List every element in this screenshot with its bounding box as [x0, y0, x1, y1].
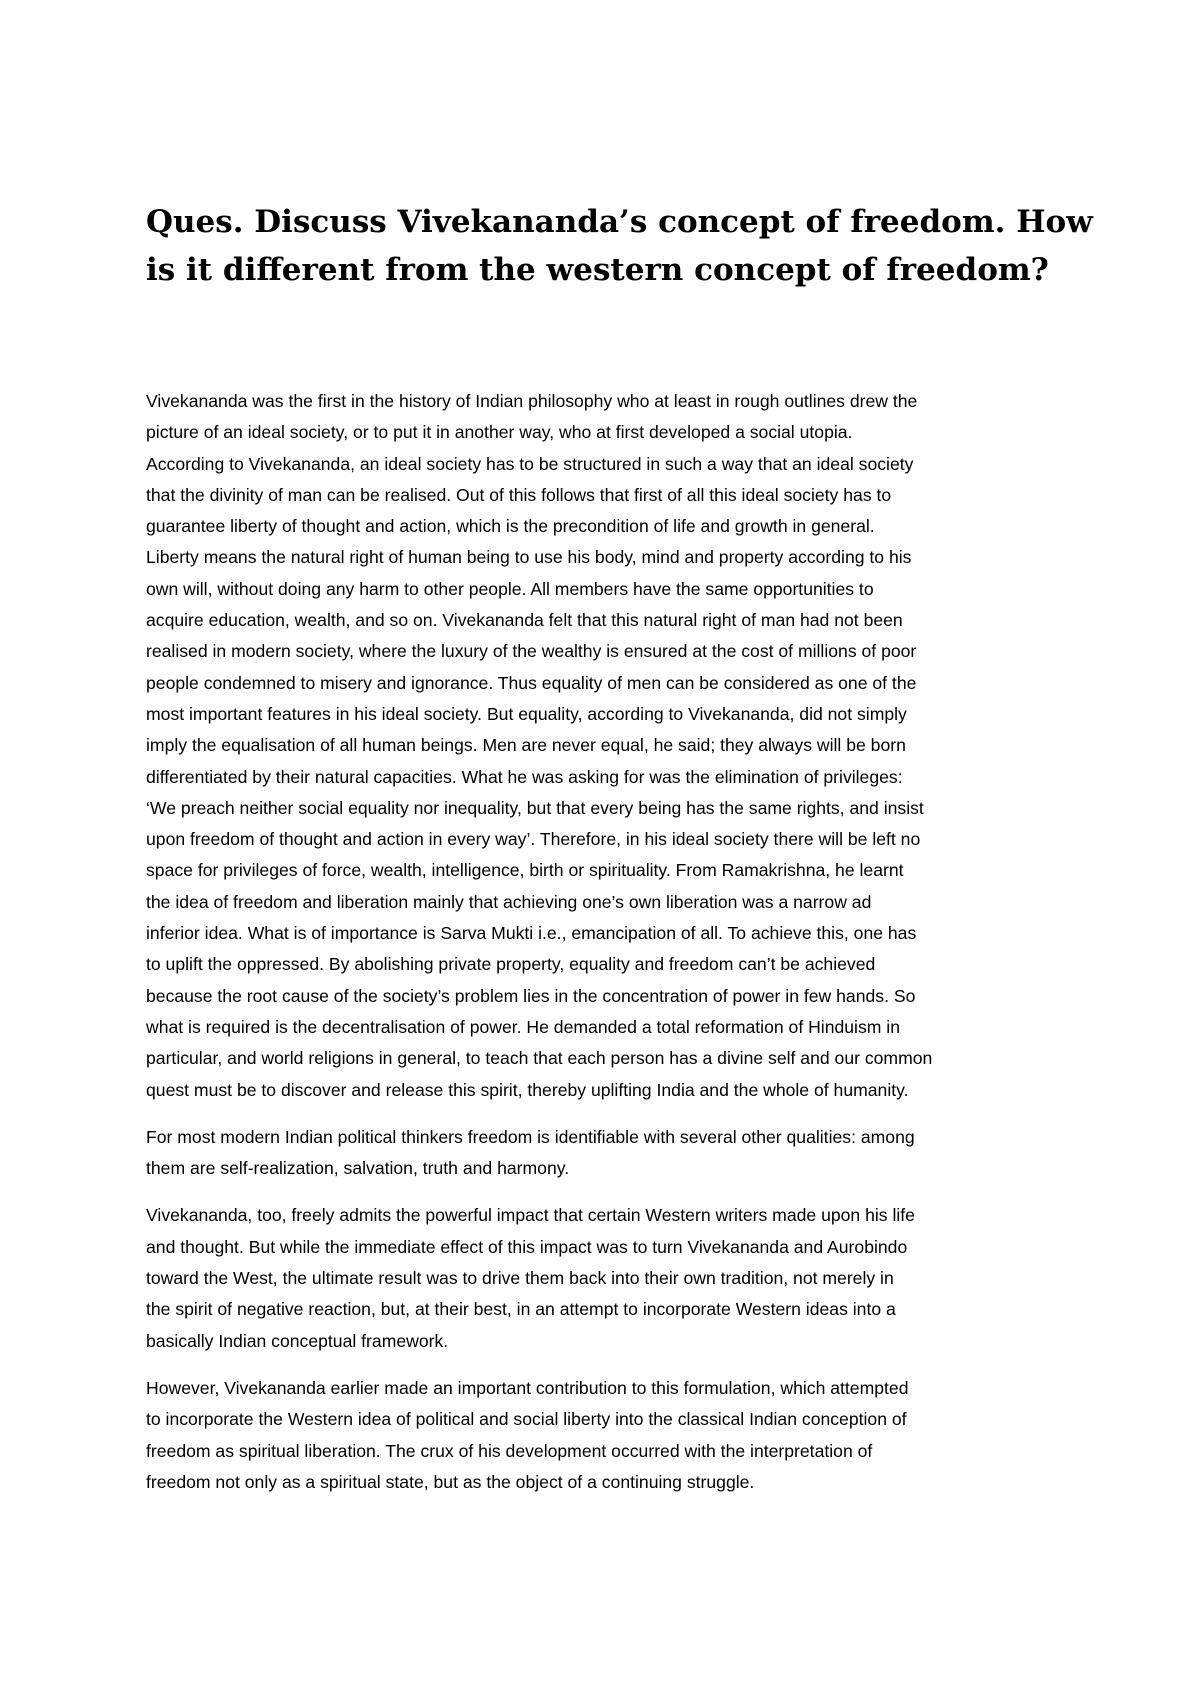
- text-line: them are self-realization, salvation, truth and harmony.: [146, 1158, 570, 1179]
- text-line: and thought. But while the immediate effect of this impact was to turn Vivekananda and Aurobindo: [146, 1236, 908, 1257]
- text-line: Vivekananda was the first in the history of Indian philosophy who at least in rough outlines drew the: [146, 391, 918, 411]
- text-line: picture of an ideal society, or to put it in another way, who at first developed a social utopia.: [146, 422, 853, 443]
- text-line: inferior idea. What is of importance is Sarva Mukti i.e., emancipation of all. To achieve this, one has: [146, 923, 917, 944]
- text-line: to incorporate the Western idea of political and social liberty into the classical Indian conception of: [146, 1409, 907, 1430]
- title-line: Ques. Discuss Vivekananda’s concept of freedom. How: [146, 204, 1093, 240]
- text-line: own will, without doing any harm to other people. All members have the same opportunities to: [146, 578, 874, 599]
- paragraph-4: [146, 1373, 1066, 1498]
- text-line: freedom not only as a spiritual state, but as the object of a continuing struggle.: [146, 1471, 755, 1492]
- text-line: imply the equalisation of all human beings. Men are never equal, he said; they always will be born: [146, 735, 906, 756]
- text-line: According to Vivekananda, an ideal society has to be structured in such a way that an ideal society: [146, 453, 914, 474]
- text-line: to uplift the oppressed. By abolishing private property, equality and freedom can’t be achieved: [146, 954, 876, 975]
- text-line: Vivekananda, too, freely admits the powerful impact that certain Western writers made upon his life: [146, 1205, 915, 1226]
- text-line: However, Vivekananda earlier made an important contribution to this formulation, which attempted: [146, 1377, 909, 1398]
- text-line: realised in modern society, where the luxury of the wealthy is ensured at the cost of millions of poor: [146, 641, 917, 662]
- text-line: because the root cause of the society’s problem lies in the concentration of power in few hands. So: [146, 985, 916, 1006]
- text-line: the spirit of negative reaction, but, at their best, in an attempt to incorporate Western ideas into a: [146, 1299, 896, 1320]
- text-line: space for privileges of force, wealth, intelligence, birth or spirituality. From Ramakrishna, he learnt: [146, 860, 904, 881]
- text-line: particular, and world religions in general, to teach that each person has a divine self and our common: [146, 1048, 933, 1069]
- text-line: most important features in his ideal society. But equality, according to Vivekananda, did not simply: [146, 703, 907, 724]
- text-line: quest must be to discover and release this spirit, thereby uplifting India and the whole of humanity.: [146, 1079, 909, 1100]
- text-line: that the divinity of man can be realised. Out of this follows that first of all this ideal society has to: [146, 484, 892, 505]
- paragraph-3: [146, 1200, 1066, 1356]
- text-line: basically Indian conceptual framework.: [146, 1330, 449, 1351]
- text-line: the idea of freedom and liberation mainly that achieving one’s own liberation was a narrow ad: [146, 891, 872, 912]
- text-line: toward the West, the ultimate result was to drive them back into their own tradition, not merely in: [146, 1268, 894, 1289]
- text-line: For most modern Indian political thinkers freedom is identifiable with several other qualities: among: [146, 1126, 915, 1147]
- text-line: acquire education, wealth, and so on. Vivekananda felt that this natural right of man had not been: [146, 610, 903, 631]
- text-line: ‘We preach neither social equality nor inequality, but that every being has the same rights, and insist: [146, 797, 924, 818]
- paragraph-1: [146, 386, 1066, 1106]
- document-body: [146, 386, 1066, 1514]
- text-line: guarantee liberty of thought and action, which is the precondition of life and growth in general.: [146, 516, 875, 537]
- text-line: upon freedom of thought and action in every way’. Therefore, in his ideal society there will be left no: [146, 829, 921, 850]
- text-line: what is required is the decentralisation of power. He demanded a total reformation of Hinduism in: [146, 1016, 901, 1037]
- text-line: differentiated by their natural capacities. What he was asking for was the elimination of privileges:: [146, 766, 903, 787]
- title-line: is it different from the western concept of freedom?: [146, 252, 1049, 288]
- page-title: [146, 198, 1093, 294]
- paragraph-2: [146, 1122, 1066, 1185]
- text-line: people condemned to misery and ignorance. Thus equality of men can be considered as one of the: [146, 672, 917, 693]
- text-line: freedom as spiritual liberation. The crux of his development occurred with the interpretation of: [146, 1440, 873, 1461]
- text-line: Liberty means the natural right of human being to use his body, mind and property according to his: [146, 547, 912, 568]
